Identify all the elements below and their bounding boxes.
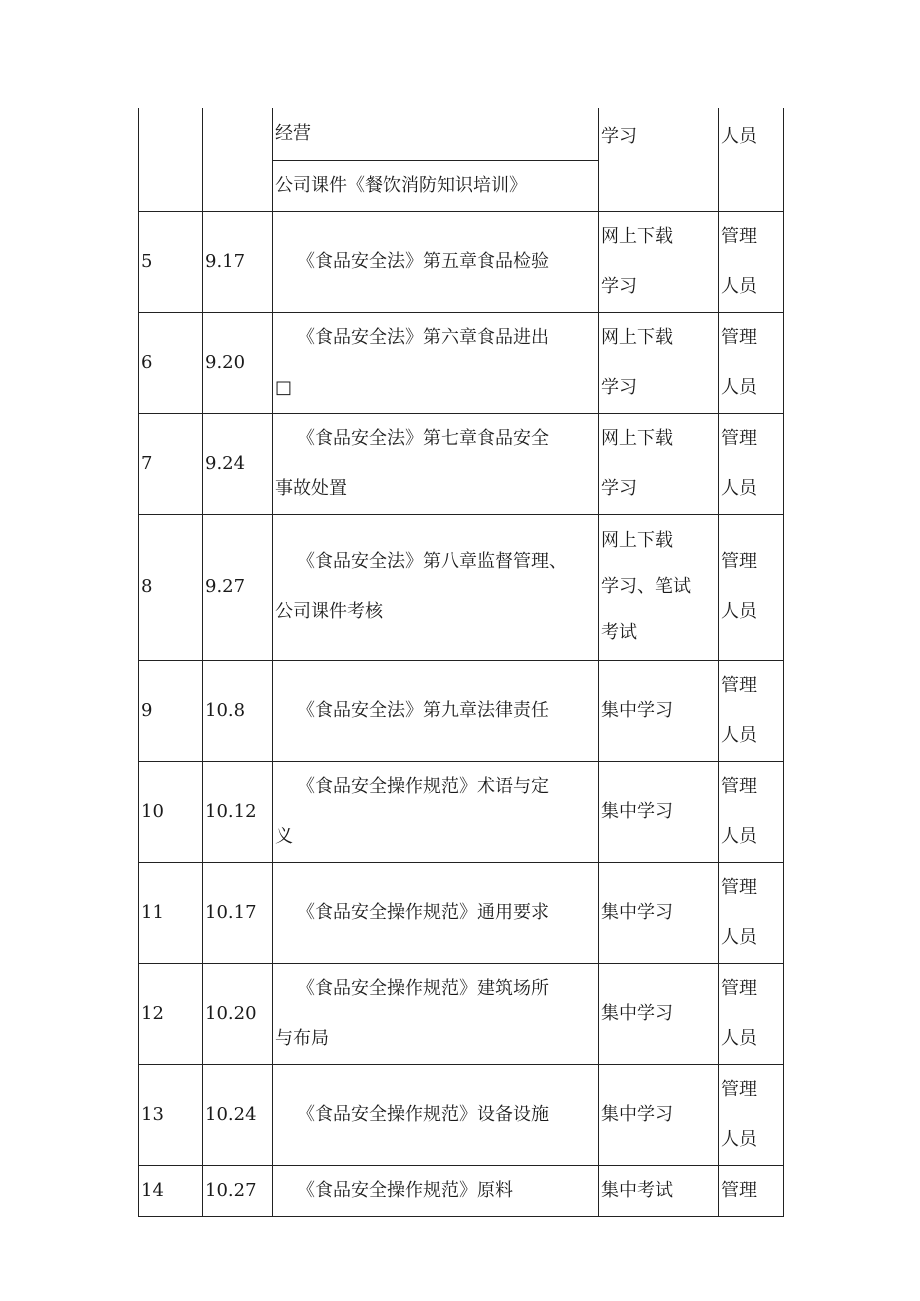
cell-person-line: 管理	[721, 977, 757, 999]
cell-person	[719, 211, 784, 312]
cell-content-line: 《食品安全法》第六章食品进出	[297, 326, 549, 348]
training-schedule	[138, 108, 783, 1217]
cell-method	[599, 1064, 719, 1165]
cell-content-line: 《食品安全操作规范》设备设施	[297, 1103, 549, 1125]
cell-person-line: 人员	[721, 275, 757, 297]
cell-content	[273, 211, 599, 312]
cell-no: 14	[139, 1165, 203, 1216]
cell-no: 12	[139, 963, 203, 1064]
cell-person-line: 管理	[721, 775, 757, 797]
cell-content-courseware: 公司课件《餐饮消防知识培训》	[273, 160, 599, 211]
cell-person	[719, 862, 784, 963]
table-row	[139, 1064, 784, 1165]
training-schedule-table	[138, 108, 784, 1217]
cell-content-line: 《食品安全操作规范》建筑场所	[297, 977, 549, 999]
cell-date: 10.17	[203, 862, 273, 963]
cell-date: 9.20	[203, 312, 273, 413]
cell-person-line: 管理	[721, 225, 757, 247]
cell-content	[273, 514, 599, 660]
cell-content-line: 《食品安全操作规范》通用要求	[297, 901, 549, 923]
cell-method-line: 网上下载	[601, 225, 673, 247]
cell-person-line: 人员	[721, 601, 757, 622]
cell-date: 10.24	[203, 1064, 273, 1165]
cell-method-continued	[599, 108, 719, 211]
cell-method	[599, 1165, 719, 1216]
table-row	[139, 413, 784, 514]
cell-method-line: 集中学习	[601, 699, 673, 721]
cell-content	[273, 312, 599, 413]
cell-no: 8	[139, 514, 203, 660]
cell-method	[599, 761, 719, 862]
cell-date: 9.27	[203, 514, 273, 660]
cell-person	[719, 1064, 784, 1165]
cell-method	[599, 514, 719, 660]
cell-date: 10.12	[203, 761, 273, 862]
cell-person	[719, 312, 784, 413]
cell-no-continued	[139, 108, 203, 211]
cell-person-line: 管理	[721, 876, 757, 898]
cell-date: 10.27	[203, 1165, 273, 1216]
cell-person-line: 管理	[721, 326, 757, 348]
cell-person-line: 管理	[721, 427, 757, 449]
cell-content-line: 《食品安全法》第八章监督管理、	[297, 551, 567, 572]
cell-method	[599, 660, 719, 761]
cell-method-line: 网上下载	[601, 326, 673, 348]
cell-person-line: 人员	[721, 926, 757, 948]
table-row	[139, 312, 784, 413]
table-row	[139, 963, 784, 1064]
table-row	[139, 514, 784, 660]
table-row	[139, 1165, 784, 1216]
cell-content-line: 《食品安全操作规范》术语与定	[297, 775, 549, 797]
table-body	[139, 108, 784, 1216]
cell-person	[719, 963, 784, 1064]
cell-method	[599, 312, 719, 413]
cell-method-line: 网上下载	[601, 530, 673, 551]
cell-person	[719, 761, 784, 862]
cell-content-line: 《食品安全法》第五章食品检验	[297, 250, 549, 272]
cell-content-line: 事故处置	[275, 477, 347, 499]
cell-person-line: 人员	[721, 477, 757, 499]
cell-person-line: 人员	[721, 376, 757, 398]
cell-no: 9	[139, 660, 203, 761]
cell-date: 10.8	[203, 660, 273, 761]
cell-no: 11	[139, 862, 203, 963]
cell-method	[599, 211, 719, 312]
cell-content	[273, 413, 599, 514]
cell-person-line: 人员	[721, 825, 757, 847]
cell-method-line: 网上下载	[601, 427, 673, 449]
cell-method	[599, 862, 719, 963]
cell-method-line: 学习、笔试	[601, 576, 691, 597]
cell-person-continued	[719, 108, 784, 211]
cell-date-continued	[203, 108, 273, 211]
cell-content	[273, 862, 599, 963]
table-row-continued-a	[139, 108, 784, 160]
table-row	[139, 761, 784, 862]
cell-method	[599, 413, 719, 514]
cell-content	[273, 761, 599, 862]
cell-person-line: 管理	[721, 1078, 757, 1100]
cell-person	[719, 514, 784, 660]
cell-date: 9.17	[203, 211, 273, 312]
cell-content-line: 《食品安全法》第七章食品安全	[297, 427, 549, 449]
cell-no: 7	[139, 413, 203, 514]
cell-method-line: 集中考试	[601, 1179, 673, 1201]
cell-person	[719, 660, 784, 761]
cell-method-line: 学习	[601, 376, 637, 398]
table-row	[139, 862, 784, 963]
cell-person	[719, 1165, 784, 1216]
cell-person-line: 管理	[721, 674, 757, 696]
cell-method-text: 学习	[601, 126, 637, 147]
cell-content	[273, 963, 599, 1064]
cell-method-line: 集中学习	[601, 901, 673, 923]
cell-method	[599, 963, 719, 1064]
cell-content	[273, 1165, 599, 1216]
cell-no: 6	[139, 312, 203, 413]
cell-method-line: 集中学习	[601, 800, 673, 822]
cell-content-line: 《食品安全法》第九章法律责任	[297, 699, 549, 721]
cell-method-line: 集中学习	[601, 1103, 673, 1125]
cell-person-line: 管理	[721, 551, 757, 572]
cell-person-line: 管理	[721, 1179, 757, 1201]
cell-content-line: 公司课件考核	[275, 601, 383, 622]
cell-person-line: 人员	[721, 1027, 757, 1049]
cell-date: 10.20	[203, 963, 273, 1064]
cell-person-text: 人员	[721, 126, 757, 147]
cell-person-line: 人员	[721, 724, 757, 746]
cell-content-line: 《食品安全操作规范》原料	[297, 1179, 513, 1201]
cell-content-line: 与布局	[275, 1027, 329, 1049]
cell-method-line: 集中学习	[601, 1002, 673, 1024]
cell-date: 9.24	[203, 413, 273, 514]
table-row	[139, 211, 784, 312]
cell-content	[273, 1064, 599, 1165]
cell-no: 13	[139, 1064, 203, 1165]
cell-person-line: 人员	[721, 1128, 757, 1150]
table-row	[139, 660, 784, 761]
cell-method-line: 学习	[601, 275, 637, 297]
cell-person	[719, 413, 784, 514]
cell-no: 5	[139, 211, 203, 312]
cell-content-continued: 经营	[273, 108, 599, 160]
cell-no: 10	[139, 761, 203, 862]
cell-method-line: 考试	[601, 622, 637, 643]
cell-content	[273, 660, 599, 761]
cell-content-line: 义	[275, 825, 293, 847]
cell-method-line: 学习	[601, 477, 637, 499]
cell-content-line: □	[275, 376, 293, 398]
